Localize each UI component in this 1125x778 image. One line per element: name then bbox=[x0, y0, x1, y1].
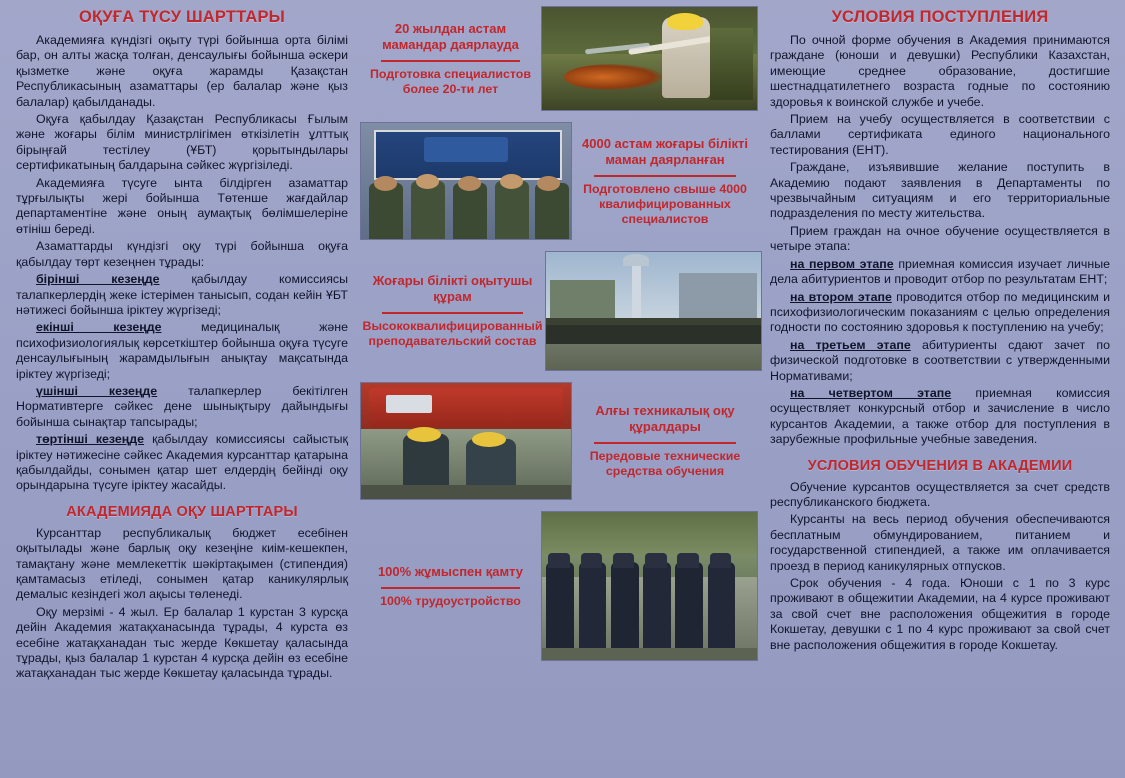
left-paragraph: Курсанттар республикалық бюджет есебінен оқытылады және барлық оқу кезеңіне киім-кешекпен, тамақтану және мемлекеттік шәкіртақымен (стипендия) қамтамасыз етіледі, сонымен қатар каникулярлық демалыс кезіндегі жол ақысы төленеді. bbox=[16, 525, 348, 602]
caption-ru: Высококвалифицированный преподавательский состав bbox=[362, 319, 543, 348]
right-title-2: УСЛОВИЯ ОБУЧЕНИЯ В АКАДЕМИИ bbox=[807, 457, 1073, 474]
caption-qualified bbox=[572, 122, 758, 240]
right-stage-text: абитуриенты сдают зачет по физической подготовке в соответствии с утвержденными Нормативами; bbox=[770, 337, 1111, 383]
left-stage-text: қабылдау комиссиясы сайыстық іріктеу нәтижесіне сәйкес Академия курсанттар қатарына қабылдайды, сонымен қатар шет елдердің бейінді оқу орындарына түсуге іріктеу жасайды. bbox=[16, 432, 348, 493]
caption-divider bbox=[381, 587, 520, 589]
left-paragraph: Оқу мерзімі - 4 жыл. Ер балалар 1 курстан 3 курсқа дейін Академия жатақханасында тұрады, 4 курста өз есебіне жатақханадан тыс жерде Көкшетау қаласында тұрады, қыз балалар 1 курстан 4 курсқа дейін өз есебіне жатақханадан тыс жерде Көкшетау қаласында тұрады. bbox=[16, 604, 348, 681]
left-stage-marker: үшінші кезеңде bbox=[36, 383, 158, 398]
caption-employment bbox=[360, 511, 541, 661]
firefighters-training-with-equipment-photo bbox=[360, 382, 572, 500]
left-stage-text: талапкерлер бекітілген Нормативтерге сәйкес дене шынықтыру дайындығы бойынша сынақтар тапсырады; bbox=[16, 383, 348, 429]
right-stage bbox=[770, 338, 1110, 384]
right-column bbox=[764, 6, 1116, 778]
right-stage-marker: на четвертом этапе bbox=[790, 385, 952, 400]
middle-column bbox=[354, 6, 764, 778]
right-stage-marker: на первом этапе bbox=[790, 256, 894, 271]
caption-equipment bbox=[572, 382, 758, 500]
right-stage-text: проводится отбор по медицинским и психофизиологическим показаниям с целью определения годности по состоянию здоровья к поступлению на учебу; bbox=[770, 289, 1110, 335]
right-paragraph: Прием на учебу осуществляется в соответствии с баллами сертификата единого национального тестирования (ЕНТ). bbox=[770, 112, 1110, 157]
left-stage bbox=[16, 432, 348, 494]
left-paragraph: Азаматтарды күндізгі оқу түрі бойынша оқуға қабылдау төрт кезеңнен тұрады: bbox=[16, 239, 348, 269]
right-paragraph: Срок обучения - 4 года. Юноши с 1 по 3 курс проживают в общежитии Академии, на 4 курсе проживают за свой счет вне расположения общежития в городе Кокшетау, девушки с 1 по 4 курс проживают за свой счет вне расположения общежития в городе Кокшетау. bbox=[770, 576, 1110, 652]
right-title: УСЛОВИЯ ПОСТУПЛЕНИЯ bbox=[831, 8, 1049, 26]
left-paragraph: Академияға күндізгі оқыту түрі бойынша орта білімі бар, он алты жасқа толған, денсаулығы бойынша әскери қызметке және оқуға жарамды Қазақстан Республикасының азаматтары (ер балалар және қыз балалар) қабылданады. bbox=[16, 33, 348, 109]
right-stage-marker: на третьем этапе bbox=[790, 337, 911, 352]
left-stage-marker: төртінші кезеңде bbox=[36, 432, 145, 447]
caption-kz: 100% жұмыспен қамту bbox=[377, 563, 524, 579]
caption-divider bbox=[382, 312, 524, 314]
right-paragraph: Обучение курсантов осуществляется за счет средств республиканского бюджета. bbox=[770, 479, 1110, 509]
left-column bbox=[8, 6, 354, 778]
firefighter-with-hose-photo bbox=[541, 6, 758, 111]
right-stage bbox=[770, 257, 1110, 288]
right-paragraph: Граждане, изъявившие желание поступить в Академию подают заявления в Департаменты по чрезвычайным ситуациям и его территориальные подразделения по месту жительства. bbox=[770, 160, 1110, 221]
photo-block-equipment bbox=[360, 382, 758, 500]
right-stage-text: приемная комиссия изучает личные дела абитуриентов и проводит отбор по результатам ЕНТ; bbox=[770, 256, 1110, 287]
caption-ru: 100% трудоустройство bbox=[380, 593, 521, 608]
left-stage bbox=[16, 320, 348, 382]
right-paragraph: По очной форме обучения в Академия принимаются граждане (юноши и девушки) Республики Казахстан, имеющие среднее образование, достигшие шестнадцатилетнего возраста годные по состоянию здоровья к воинской службе и учебе. bbox=[770, 33, 1110, 109]
officers-in-formation-photo bbox=[541, 511, 758, 661]
cadets-in-classroom-photo bbox=[360, 122, 572, 240]
left-stage bbox=[16, 272, 348, 318]
caption-kz: 4000 астам жоғары білікті маман даярланған bbox=[582, 135, 748, 167]
caption-teachers bbox=[360, 251, 545, 371]
left-stage-text: қабылдау комиссиясы талапкерлердің жеке істерімен танысып, содан кейін ҰБТ нәтижесі бойынша іріктеу жүргізеді; bbox=[16, 272, 349, 317]
left-title: ОҚУҒА ТҮСУ ШАРТТАРЫ bbox=[78, 8, 286, 26]
left-paragraph: Оқуға қабылдау Қазақстан Республикасы Ғылым және жоғары білім министрлігімен өткізілетін ұлттық бірыңғай тестілеу (ҰБТ) қорытындылары сертификатының балдарына сәйкес жүргізіледі. bbox=[16, 112, 348, 173]
caption-kz: Жоғары білікті оқытушы құрам bbox=[372, 273, 533, 304]
caption-divider bbox=[381, 60, 520, 62]
caption-divider bbox=[594, 175, 737, 177]
left-title-2: АКАДЕМИЯДА ОҚУ ШАРТТАРЫ bbox=[66, 503, 298, 520]
left-stage-text: медициналық және психофизиологиялық көрсеткіштер бойынша оқуға түсуге денсаулығының жарамдылығын анықтау мақсатында іріктеу жүргізеді; bbox=[16, 320, 348, 381]
right-stage bbox=[770, 386, 1110, 448]
photo-block-specialists bbox=[360, 6, 758, 111]
right-stage-marker: на втором этапе bbox=[790, 289, 892, 304]
formation-on-parade-ground-photo bbox=[545, 251, 762, 371]
caption-divider bbox=[594, 442, 737, 444]
caption-kz: 20 жылдан астам мамандар даярлауда bbox=[382, 20, 519, 52]
left-stage-marker: бірінші кезеңде bbox=[36, 272, 160, 287]
right-paragraph: Прием граждан на очное обучение осуществляется в четыре этапа: bbox=[770, 223, 1110, 254]
photo-block-teachers bbox=[360, 251, 758, 371]
right-stage-text: приемная комиссия осуществляет конкурсный отбор и зачисление в число курсантов Академии, а также отбор для поступления в зарубежные профильные учебные заведения. bbox=[770, 385, 1110, 447]
caption-ru: Передовые технические средства обучения bbox=[589, 449, 741, 478]
right-stage bbox=[770, 290, 1110, 336]
right-paragraph: Курсанты на весь период обучения обеспечиваются бесплатным обмундированием, питанием и государственной стипендией, а также им оплачивается проезд в период каникулярных отпусков. bbox=[770, 512, 1110, 573]
photo-block-qualified bbox=[360, 122, 758, 240]
photo-block-employment bbox=[360, 511, 758, 661]
left-stage bbox=[16, 384, 348, 430]
caption-ru: Подготовлено свыше 4000 квалифицированных специалистов bbox=[583, 181, 747, 226]
left-paragraph: Академияға түсуге ынта білдірген азаматтар тұрғылықты жері бойынша Төтенше жағдайлар департаментіне және оның аумақтық бөлімшелеріне өтініш береді. bbox=[16, 175, 348, 236]
caption-specialists bbox=[360, 6, 541, 111]
left-stage-marker: екінші кезеңде bbox=[36, 320, 162, 335]
caption-kz: Алғы техникалық оқу құралдары bbox=[595, 403, 735, 434]
caption-ru: Подготовка специалистов более 20-ти лет bbox=[370, 66, 531, 96]
